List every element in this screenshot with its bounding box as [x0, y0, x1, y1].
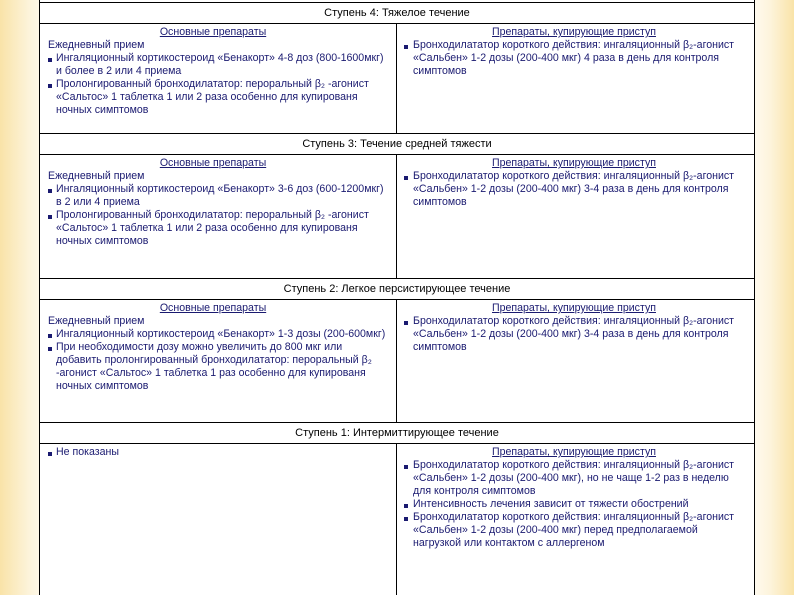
main-drugs-title: Основные препараты [159, 26, 267, 38]
list-item: Бронходилататор короткого действия: ингаляционный β₂-агонист «Сальбен» 1-2 дозы (200-400 мкг) 3-4 раза в день для контроля симптомов [404, 315, 744, 354]
list-item: Интенсивность лечения зависит от тяжести обострений [404, 498, 744, 511]
daily-intake-label: Ежедневный прием [48, 39, 145, 51]
list-item: Ингаляционный кортикостероид «Бенакорт» 1-3 дозы (200-600мкг) [48, 328, 386, 341]
main-drugs-title: Основные препараты [159, 302, 267, 314]
step-2-main-drugs [40, 300, 397, 422]
step-3-header: Ступень 3: Течение средней тяжести [40, 133, 754, 155]
step-3-body [40, 155, 754, 278]
list-item: Бронходилататор короткого действия: ингаляционный β₂-агонист «Сальбен» 1-2 дозы (200-400 мкг) 4 раза в день для контроля симптомов [404, 39, 744, 78]
list-item: Пролонгированный бронходилататор: пероральный β₂ -агонист «Сальтос» 1 таблетка 1 или 2 раза особенно для купированя ночных симптомов [48, 209, 386, 248]
step-4-relief-drugs [397, 24, 754, 133]
relief-drugs-title: Препараты, купирующие приступ [492, 157, 656, 169]
step-1-body [40, 444, 754, 595]
list-item: Пролонгированный бронходилататор: пероральный β₂ -агонист «Сальтос» 1 таблетка 1 или 2 раза особенно для купированя ночных симптомов [48, 78, 386, 117]
list-item: При необходимости дозу можно увеличить до 800 мкг или добавить пролонгированный бронходилататор: пероральный β₂ -агонист «Сальтос» 1 таблетка 1 раз особенно для купированя ночных симптомов [48, 341, 386, 393]
step-3-relief-drugs [397, 155, 754, 278]
relief-drugs-title: Препараты, купирующие приступ [492, 446, 656, 458]
list-item: Ингаляционный кортикостероид «Бенакорт» 4-8 доз (800-1600мкг) и более в 2 или 4 приема [48, 52, 386, 78]
step-3-main-drugs [40, 155, 397, 278]
list-item: Бронходилататор короткого действия: ингаляционный β₂-агонист «Сальбен» 1-2 дозы (200-400 мкг) 3-4 раза в день для контроля симптомов [404, 170, 744, 209]
step-2-header: Ступень 2: Легкое персистирующее течение [40, 278, 754, 300]
step-2-body [40, 300, 754, 422]
step-4-body [40, 24, 754, 133]
main-drugs-title: Основные препараты [159, 157, 267, 169]
step-1-main-drugs [40, 444, 397, 595]
list-item: Ингаляционный кортикостероид «Бенакорт» 3-6 доз (600-1200мкг) в 2 или 4 приема [48, 183, 386, 209]
list-item: Бронходилататор короткого действия: ингаляционный β₂-агонист «Сальбен» 1-2 дозы (200-400 мкг), но не чаще 1-2 раз в неделю для контроля симптомов [404, 459, 744, 498]
treatment-steps-table [39, 0, 755, 595]
step-4-header: Ступень 4: Тяжелое течение [40, 2, 754, 24]
step-4-main-drugs [40, 24, 397, 133]
relief-drugs-title: Препараты, купирующие приступ [492, 26, 656, 38]
step-2-relief-drugs [397, 300, 754, 422]
relief-drugs-title: Препараты, купирующие приступ [492, 302, 656, 314]
daily-intake-label: Ежедневный прием [48, 170, 145, 182]
list-item: Бронходилататор короткого действия: ингаляционный β₂-агонист «Сальбен» 1-2 дозы (200-400 мкг) перед предполагаемой нагрузкой или контактом с аллергеном [404, 511, 744, 550]
list-item: Не показаны [48, 446, 386, 459]
step-1-relief-drugs [397, 444, 754, 595]
daily-intake-label: Ежедневный прием [48, 315, 145, 327]
step-1-header: Ступень 1: Интермиттирующее течение [40, 422, 754, 444]
